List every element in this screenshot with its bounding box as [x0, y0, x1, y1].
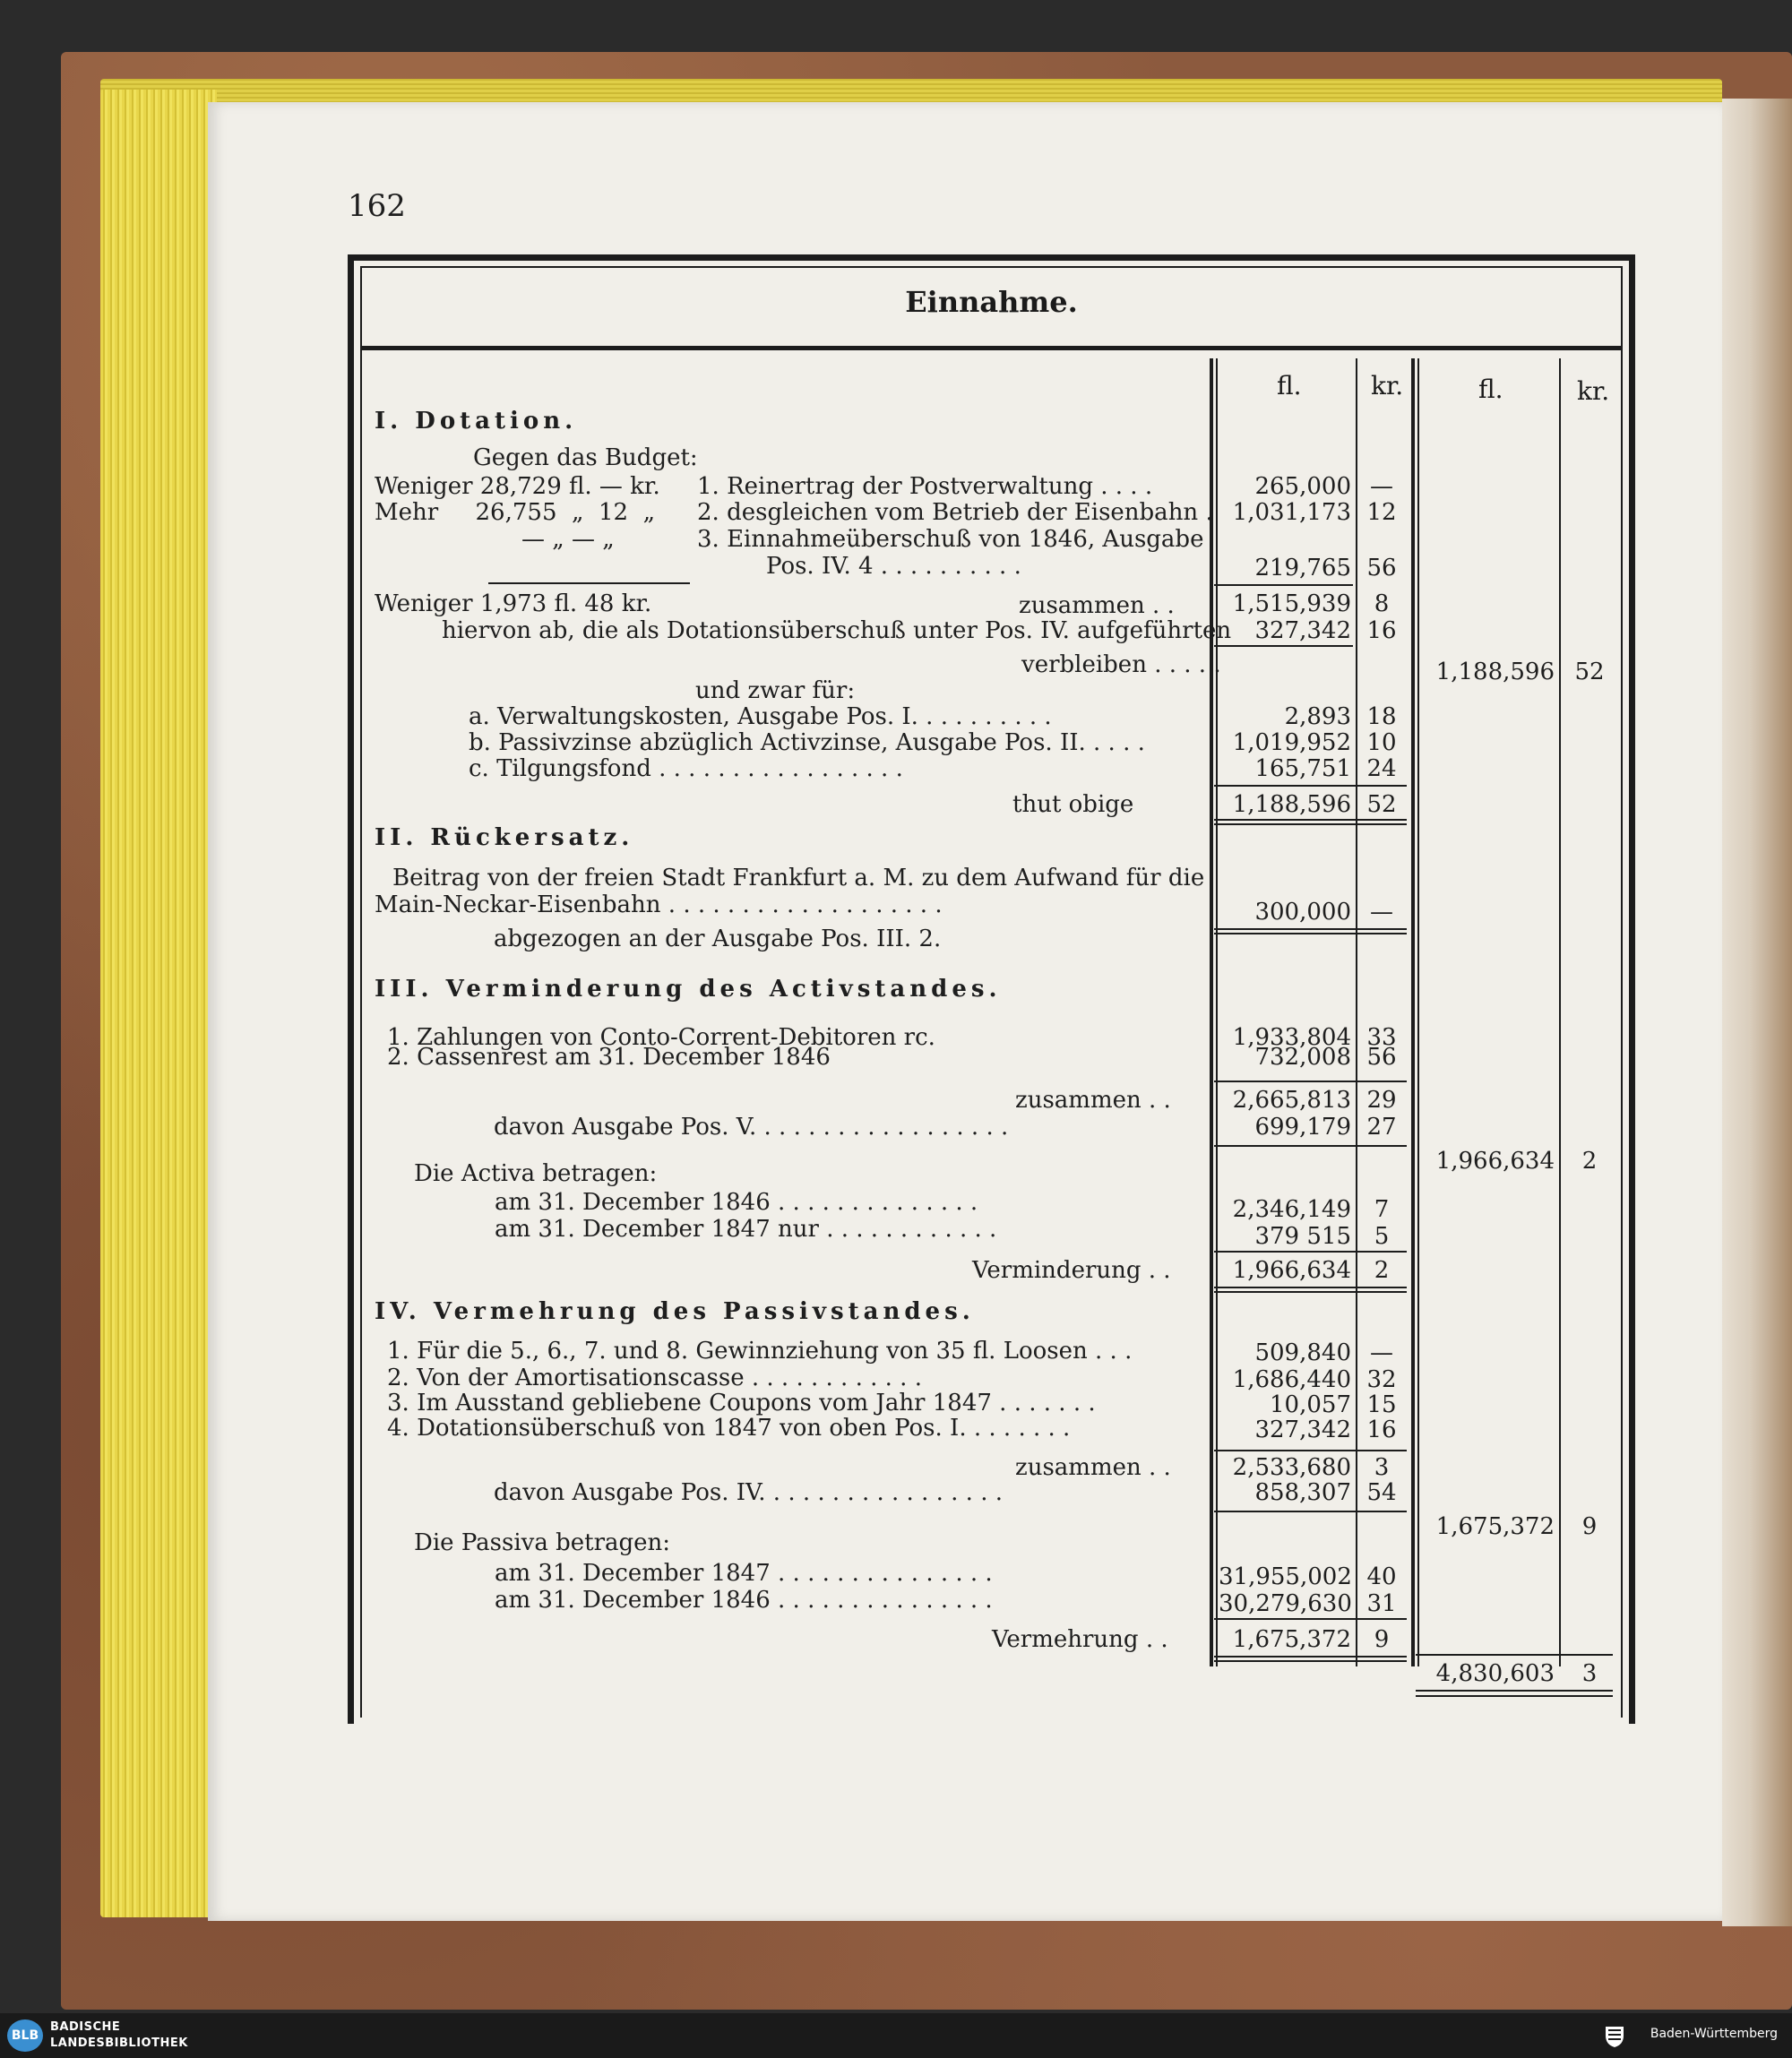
- cell-fl: 10,057: [1270, 1391, 1351, 1418]
- cell-kr: 27: [1366, 1114, 1397, 1141]
- col-header-fl: fl.: [1277, 371, 1302, 400]
- budget-diff: Mehr 26,755 „ 12 „: [375, 499, 656, 526]
- cell-kr: —: [1370, 899, 1393, 926]
- cell-kr: 24: [1366, 755, 1397, 782]
- sum-rule: [1214, 928, 1407, 930]
- sum-rule: [1214, 1511, 1407, 1512]
- cell-kr: 5: [1374, 1223, 1390, 1250]
- row-label: 3. Einnahmeüberschuß von 1846, Ausgabe: [697, 526, 1204, 553]
- cell-fl: 858,307: [1254, 1479, 1351, 1506]
- sum-rule: [1214, 819, 1407, 821]
- row-label: a. Verwaltungskosten, Ausgabe Pos. I. . . . . . . . . .: [469, 703, 1052, 730]
- col-header-kr-total: kr.: [1577, 376, 1610, 406]
- sum-rule: [1214, 823, 1407, 825]
- library-name-line1: BADISCHE: [50, 2020, 121, 2034]
- row-label: thut obige: [1012, 791, 1134, 818]
- cell-fl: 2,893: [1284, 703, 1351, 730]
- cell-fl-total: 1,675,372: [1435, 1513, 1555, 1540]
- sum-rule: [1214, 785, 1407, 787]
- library-name-line2: LANDESBIBLIOTHEK: [50, 2036, 188, 2050]
- library-name[interactable]: [50, 2019, 188, 2052]
- col-sep-1b: [1216, 358, 1218, 1666]
- row-label: 1. Reinertrag der Postverwaltung . . . .: [697, 473, 1153, 500]
- cell-fl: 327,342: [1254, 617, 1351, 644]
- row-label: abgezogen an der Ausgabe Pos. III. 2.: [494, 926, 942, 952]
- cell-fl: 265,000: [1254, 473, 1351, 500]
- row-label: am 31. December 1846 . . . . . . . . . . . . . . .: [495, 1587, 993, 1614]
- sum-rule: [1214, 1145, 1407, 1147]
- sum-rule: [1214, 933, 1407, 934]
- cell-fl: 2,346,149: [1232, 1196, 1351, 1223]
- row-label: 3. Im Ausstand gebliebene Coupons vom Jahr 1847 . . . . . . .: [387, 1390, 1096, 1416]
- row-label: 2. desgleichen vom Betrieb der Eisenbahn .: [697, 499, 1213, 526]
- sum-rule: [1214, 1450, 1407, 1451]
- cell-fl-total: 1,188,596: [1435, 659, 1555, 685]
- cell-kr: 12: [1366, 499, 1397, 526]
- cell-kr: 40: [1366, 1563, 1397, 1590]
- row-label: zusammen . .: [1015, 1087, 1171, 1114]
- cell-fl: 300,000: [1254, 899, 1351, 926]
- sum-rule: [1214, 1081, 1407, 1082]
- cell-kr: 2: [1374, 1257, 1390, 1284]
- sum-rule: [1416, 1654, 1613, 1656]
- row-label: Beitrag von der freien Stadt Frankfurt a. M. zu dem Aufwand für die: [392, 865, 1205, 891]
- row-label: Main-Neckar-Eisenbahn . . . . . . . . . . . . . . . . . . .: [375, 891, 943, 918]
- cell-fl: 219,765: [1254, 555, 1351, 581]
- sum-rule: [488, 582, 690, 584]
- sum-rule: [1214, 1618, 1407, 1620]
- cell-kr: 15: [1366, 1391, 1397, 1418]
- sum-rule: [1214, 1251, 1407, 1253]
- cell-fl: 699,179: [1254, 1114, 1351, 1141]
- row-label: zusammen . .: [1015, 1454, 1171, 1481]
- cell-kr: —: [1370, 1339, 1393, 1366]
- cell-kr-total: 52: [1574, 659, 1605, 685]
- viewer-footer: [0, 2013, 1792, 2058]
- row-label: Gegen das Budget:: [473, 444, 698, 471]
- row-label: hiervon ab, die als Dotationsüberschuß unter Pos. IV. aufgeführten: [442, 617, 1232, 644]
- cell-kr: 31: [1366, 1590, 1397, 1617]
- cell-fl: 1,031,173: [1232, 499, 1351, 526]
- grand-total-fl: 4,830,603: [1435, 1660, 1555, 1687]
- cell-kr: 7: [1374, 1196, 1390, 1223]
- sum-rule: [1214, 645, 1353, 647]
- cell-fl: 1,966,634: [1232, 1257, 1351, 1284]
- cell-kr: 56: [1366, 555, 1397, 581]
- row-label: am 31. December 1847 . . . . . . . . . . . . . . .: [495, 1560, 993, 1587]
- budget-diff: — „ — „: [521, 526, 615, 553]
- col-header-fl-total: fl.: [1478, 375, 1503, 404]
- cell-fl: 31,955,002: [1219, 1563, 1352, 1590]
- row-label: zusammen . .: [1019, 592, 1175, 619]
- cell-kr-total: 9: [1581, 1513, 1598, 1540]
- row-label: b. Passivzinse abzüglich Activzinse, Ausgabe Pos. II. . . . .: [469, 729, 1145, 756]
- sum-rule: [1214, 1287, 1407, 1288]
- section-heading: IV. Vermehrung des Passivstandes.: [375, 1298, 975, 1325]
- cell-kr: 32: [1366, 1366, 1397, 1393]
- cell-kr: 52: [1366, 791, 1397, 818]
- state-crest-icon: [1604, 2023, 1625, 2048]
- row-label: verbleiben . . . . .: [1021, 651, 1221, 678]
- cell-fl: 327,342: [1254, 1416, 1351, 1443]
- grand-total-kr: 3: [1581, 1660, 1598, 1687]
- col-sep-1: [1210, 358, 1213, 1666]
- cell-kr-total: 2: [1581, 1148, 1598, 1175]
- blb-logo[interactable]: BLB: [7, 2019, 43, 2052]
- row-label: Pos. IV. 4 . . . . . . . . . .: [766, 553, 1021, 580]
- cell-fl: 1,686,440: [1232, 1366, 1351, 1393]
- cell-fl: 1,675,372: [1232, 1626, 1351, 1653]
- sum-rule: [1214, 1660, 1407, 1662]
- section-heading: III. Verminderung des Activstandes.: [375, 976, 1002, 1003]
- cell-kr: 18: [1366, 703, 1397, 730]
- cell-kr: 10: [1366, 729, 1397, 756]
- cell-fl: 1,188,596: [1232, 791, 1351, 818]
- cell-fl: 732,008: [1254, 1044, 1351, 1071]
- row-label: 1. Für die 5., 6., 7. und 8. Gewinnziehung von 35 fl. Loosen . . .: [387, 1338, 1133, 1365]
- sum-rule: [1214, 1291, 1407, 1293]
- cell-fl: 509,840: [1254, 1339, 1351, 1366]
- row-label: 2. Von der Amortisationscasse . . . . . . . . . . . .: [387, 1365, 922, 1391]
- cell-kr: —: [1370, 473, 1393, 500]
- cell-fl: 2,533,680: [1232, 1454, 1351, 1481]
- cell-kr: 54: [1366, 1479, 1397, 1506]
- section-heading: II. Rückersatz.: [375, 824, 634, 851]
- sum-rule: [1416, 1690, 1613, 1692]
- col-sep-3b: [1417, 358, 1419, 1666]
- row-label: und zwar für:: [695, 677, 856, 704]
- budget-diff: Weniger 1,973 fl. 48 kr.: [375, 590, 652, 617]
- title-rule: [360, 346, 1623, 350]
- col-sep-4: [1559, 358, 1561, 1666]
- cell-kr: 56: [1366, 1044, 1397, 1071]
- row-label: Verminderung . .: [972, 1257, 1171, 1284]
- budget-diff: Weniger 28,729 fl. — kr.: [375, 473, 660, 500]
- cell-kr: 9: [1374, 1626, 1390, 1653]
- cell-fl: 379 515: [1254, 1223, 1351, 1250]
- cell-kr: 16: [1366, 617, 1397, 644]
- cell-fl: 165,751: [1254, 755, 1351, 782]
- sum-rule: [1214, 584, 1353, 586]
- state-name[interactable]: Baden-Württemberg: [1650, 2027, 1778, 2041]
- section-heading: I. Dotation.: [375, 408, 578, 435]
- row-label: c. Tilgungsfond . . . . . . . . . . . . . . . . .: [469, 755, 903, 782]
- cell-kr: 33: [1366, 1024, 1397, 1051]
- row-label: Die Passiva betragen:: [414, 1529, 671, 1556]
- col-header-kr: kr.: [1371, 371, 1404, 400]
- cell-kr: 16: [1366, 1416, 1397, 1443]
- cell-fl: 1,933,804: [1232, 1024, 1351, 1051]
- row-label: davon Ausgabe Pos. V. . . . . . . . . . . . . . . . . .: [494, 1114, 1009, 1141]
- row-label: am 31. December 1847 nur . . . . . . . . . . . .: [495, 1216, 997, 1243]
- row-label: am 31. December 1846 . . . . . . . . . . . . . .: [495, 1189, 978, 1216]
- cell-fl-total: 1,966,634: [1435, 1148, 1555, 1175]
- row-label: 2. Cassenrest am 31. December 1846: [387, 1044, 831, 1071]
- page-number: 162: [348, 188, 406, 224]
- cell-kr: 8: [1374, 590, 1390, 617]
- cell-kr: 3: [1374, 1454, 1390, 1481]
- cell-kr: 29: [1366, 1087, 1397, 1114]
- row-label: 1. Zahlungen von Conto-Corrent-Debitoren rc.: [387, 1024, 935, 1051]
- row-label: 4. Dotationsüberschuß von 1847 von oben Pos. I. . . . . . . .: [387, 1415, 1071, 1442]
- cell-fl: 30,279,630: [1219, 1590, 1352, 1617]
- col-sep-2: [1356, 358, 1357, 1666]
- row-label: davon Ausgabe Pos. IV. . . . . . . . . . . . . . . . .: [494, 1479, 1004, 1506]
- row-label: Die Activa betragen:: [414, 1160, 658, 1187]
- col-sep-3: [1411, 358, 1415, 1666]
- page-block-edge: [100, 90, 217, 1917]
- page-title: Einnahme.: [905, 285, 1078, 319]
- row-label: Vermehrung . .: [992, 1626, 1168, 1653]
- sum-rule: [1214, 1656, 1407, 1658]
- sum-rule: [1416, 1695, 1613, 1697]
- cell-fl: 2,665,813: [1232, 1087, 1351, 1114]
- right-page-edge: [1722, 99, 1792, 1926]
- cell-fl: 1,515,939: [1232, 590, 1351, 617]
- cell-fl: 1,019,952: [1232, 729, 1351, 756]
